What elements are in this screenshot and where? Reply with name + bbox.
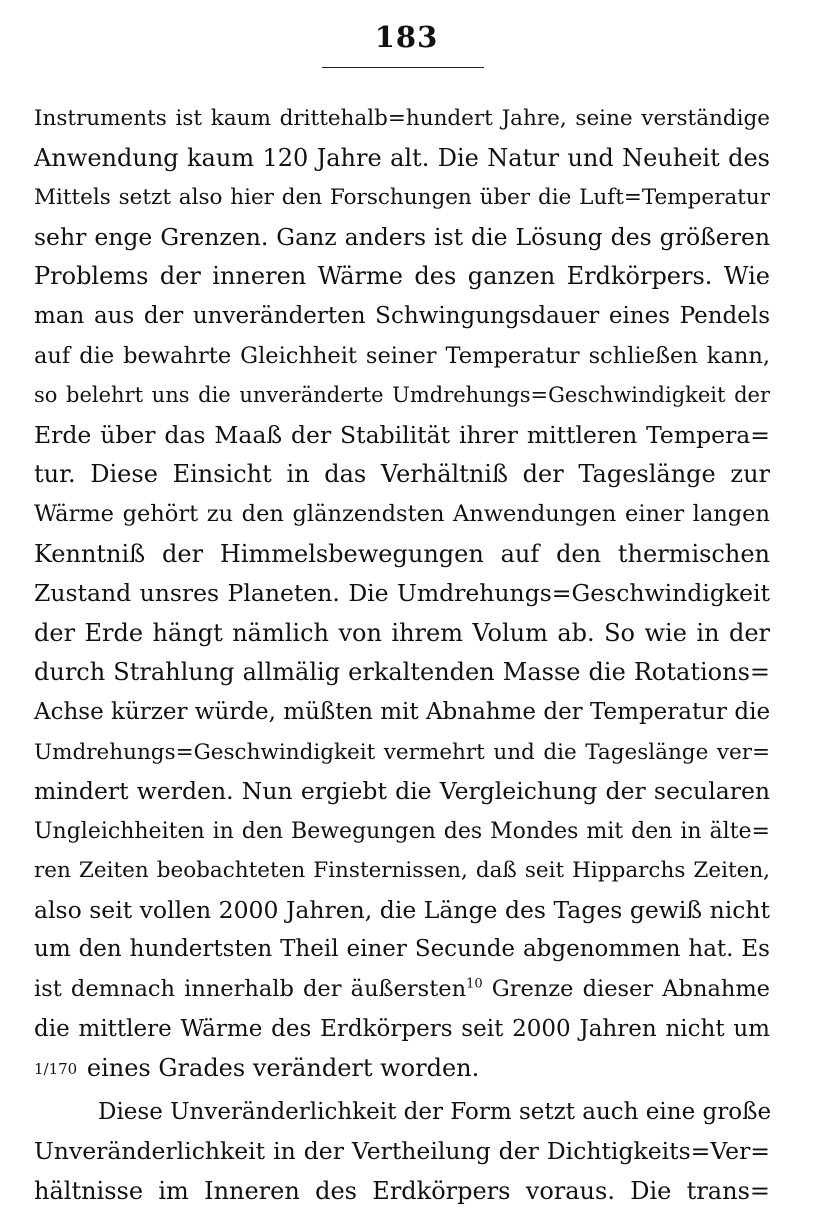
page-number: 183 bbox=[374, 20, 439, 54]
text-line: mindert werden. Nun ergiebt die Vergleichung der secularen bbox=[34, 777, 770, 806]
text-line: tur. Diese Einsicht in das Verhältniß der Tageslänge zur bbox=[34, 460, 770, 489]
text-line: Anwendung kaum 120 Jahre alt. Die Natur und Neuheit des bbox=[34, 143, 770, 172]
text-line: also seit vollen 2000 Jahren, die Länge des Tages gewiß nicht bbox=[34, 895, 770, 924]
paragraph-start-line: Diese Unveränderlichkeit der Form setzt auch eine große bbox=[98, 1098, 772, 1125]
text-segment: Grenze dieser Abnahme bbox=[491, 976, 770, 1003]
text-line: Unveränderlichkeit in der Vertheilung der Dichtigkeits=Ver= bbox=[34, 1137, 770, 1166]
text-line: Mittels setzt also hier den Forschungen über die Luft=Temperatur bbox=[34, 185, 770, 211]
text-line: die mittlere Wärme des Erdkörpers seit 2000 Jahren nicht um bbox=[34, 1015, 770, 1042]
text-line: Kenntniß der Himmelsbewegungen auf den thermischen bbox=[34, 539, 770, 568]
text-line: Ungleichheiten in den Bewegungen des Mondes mit den in älte= bbox=[34, 818, 770, 844]
text-line: auf die bewahrte Gleichheit seiner Temperatur schließen kann, bbox=[34, 342, 770, 369]
text-line: so belehrt uns die unveränderte Umdrehungs=Geschwindigkeit der bbox=[34, 383, 770, 408]
text-line: Erde über das Maaß der Stabilität ihrer mittleren Tempera= bbox=[34, 420, 770, 449]
text-line: sehr enge Grenzen. Ganz anders ist die Lösung des größeren bbox=[34, 222, 770, 251]
text-line: Instruments ist kaum drittehalb=hundert Jahre, seine verständige bbox=[34, 106, 770, 131]
text-line: um den hundertsten Theil einer Secunde abgenommen hat. Es bbox=[34, 936, 770, 963]
text-line: hältnisse im Inneren des Erdkörpers voraus. Die trans= bbox=[34, 1177, 770, 1206]
text-segment: eines Grades verändert worden. bbox=[86, 1054, 480, 1083]
text-line: durch Strahlung allmälig erkaltenden Masse die Rotations= bbox=[34, 658, 770, 687]
text-line: ren Zeiten beobachteten Finsternissen, daß seit Hipparchs Zeiten, bbox=[34, 858, 770, 884]
text-line: Zustand unsres Planeten. Die Umdrehungs=Geschwindigkeit bbox=[34, 579, 770, 608]
text-line-with-footnote bbox=[34, 970, 770, 1010]
footnote-marker: 10 bbox=[466, 976, 483, 992]
text-line: Achse kürzer würde, müßten mit Abnahme der Temperatur die bbox=[34, 698, 771, 725]
body-text bbox=[34, 99, 770, 1212]
text-segment: ist demnach innerhalb der äußersten bbox=[34, 976, 467, 1003]
fraction: 1/170 bbox=[34, 1060, 78, 1079]
text-line: man aus der unveränderten Schwingungsdauer eines Pendels bbox=[34, 302, 770, 329]
text-line-with-fraction bbox=[34, 1049, 770, 1089]
text-line: Wärme gehört zu den glänzendsten Anwendungen einer langen bbox=[34, 500, 770, 527]
header-rule bbox=[322, 67, 484, 68]
text-line: der Erde hängt nämlich von ihrem Volum ab. So wie in der bbox=[34, 618, 770, 647]
text-line: Problems der inneren Wärme des ganzen Erdkörpers. Wie bbox=[34, 262, 770, 291]
text-line: Umdrehungs=Geschwindigkeit vermehrt und die Tageslänge ver= bbox=[34, 739, 770, 765]
